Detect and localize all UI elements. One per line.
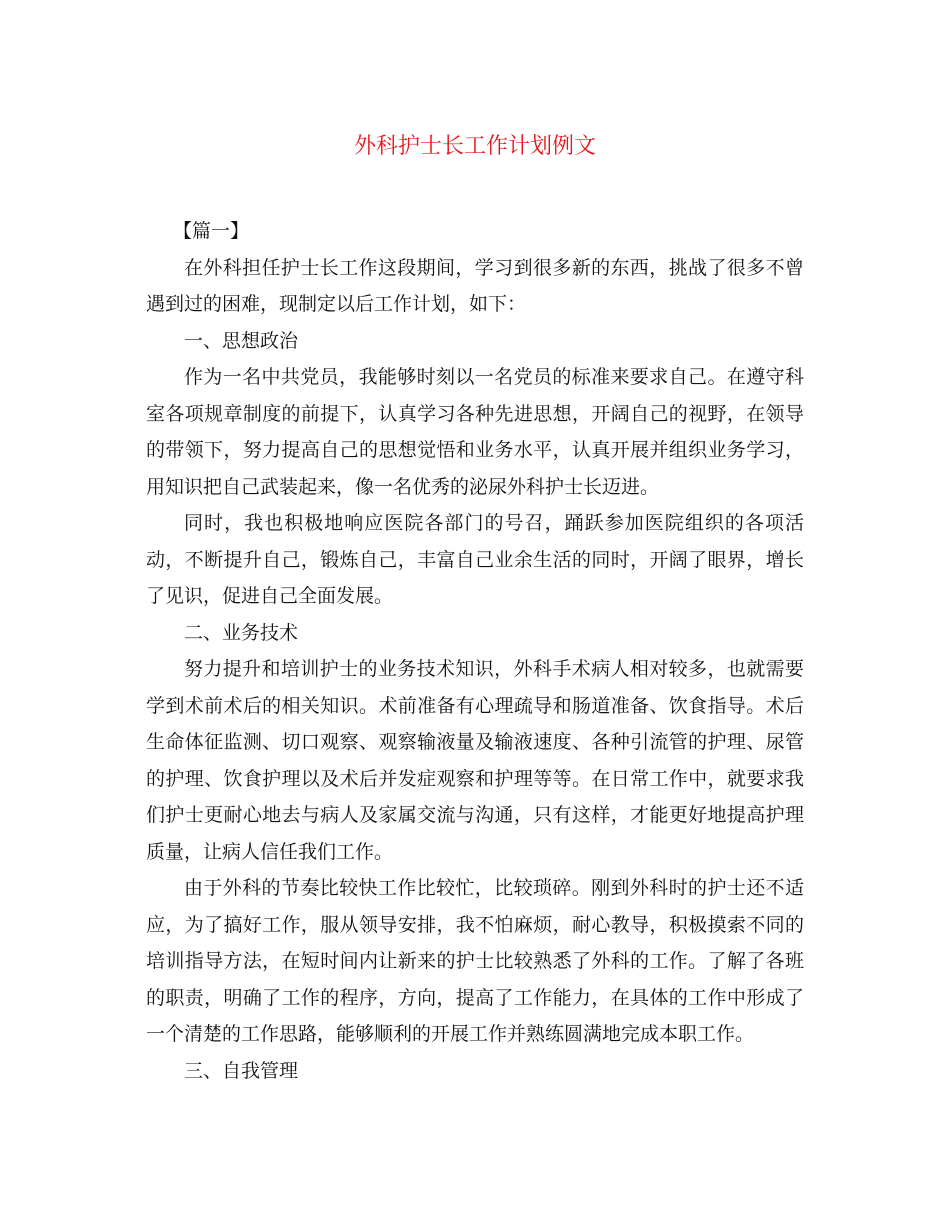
document-body xyxy=(146,213,804,1089)
paragraph-skills-1: 努力提升和培训护士的业务技术知识，外科手术病人相对较多，也就需要学到术前术后的相关知识。术前准备有心理疏导和肠道准备、饮食指导。术后生命体征监测、切口观察、观察输液量及输液速度、各种引流管的护理、尿管的护理、饮食护理以及术后并发症观察和护理等等。在日常工作中，就要求我们护士更耐心地去与病人及家属交流与沟通，只有这样，才能更好地提高护理质量，让病人信任我们工作。 xyxy=(146,658,804,863)
part-heading: 【篇一】 xyxy=(173,220,250,242)
intro-paragraph: 在外科担任护士长工作这段期间，学习到很多新的东西，挑战了很多不曾遇到过的困难，现制定以后工作计划，如下： xyxy=(146,256,804,315)
section-heading-skills: 二、业务技术 xyxy=(184,621,299,644)
paragraph-politics-2: 同时，我也积极地响应医院各部门的号召，踊跃参加医院组织的各项活动，不断提升自己，锻炼自己，丰富自己业余生活的同时，开阔了眼界，增长了见识，促进自己全面发展。 xyxy=(146,512,804,607)
paragraph-skills-2: 由于外科的节奏比较快工作比较忙，比较琐碎。刚到外科时的护士还不适应，为了搞好工作，服从领导安排，我不怕麻烦，耐心教导，积极摸索不同的培训指导方法，在短时间内让新来的护士比较熟悉了外科的工作。了解了各班的职责，明确了工作的程序，方向，提高了工作能力，在具体的工作中形成了一个清楚的工作思路，能够顺利的开展工作并熟练圆满地完成本职工作。 xyxy=(146,877,804,1045)
paragraph-politics-1: 作为一名中共党员，我能够时刻以一名党员的标准来要求自己。在遵守科室各项规章制度的前提下，认真学习各种先进思想，开阔自己的视野，在领导的带领下，努力提高自己的思想觉悟和业务水平，认真开展并组织业务学习，用知识把自己武装起来，像一名优秀的泌尿外科护士长迈进。 xyxy=(146,366,804,498)
document-title: 外科护士长工作计划例文 xyxy=(353,134,596,159)
section-heading-politics: 一、思想政治 xyxy=(184,329,299,352)
section-heading-self-management: 三、自我管理 xyxy=(184,1059,299,1082)
